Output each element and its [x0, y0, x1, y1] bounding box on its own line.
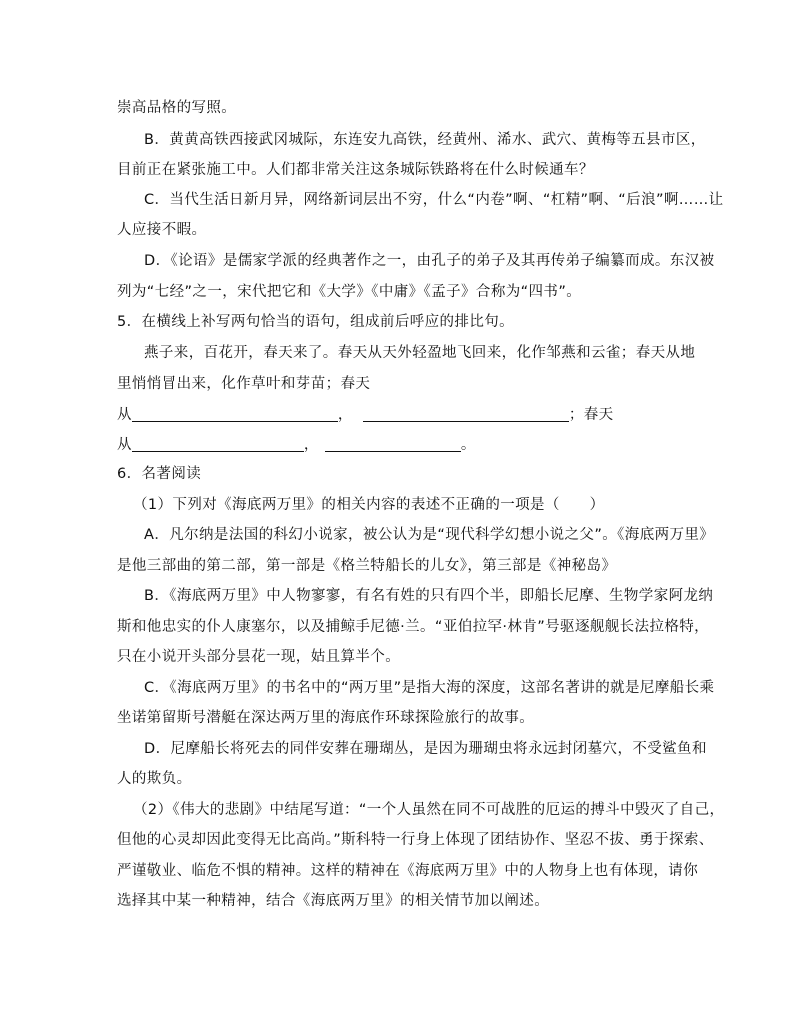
text-line: 目前正在紧张施工中。人们都非常关注这条城际铁路将在什么时候通车？ [117, 162, 594, 178]
text-line: 崇高品格的写照。 [117, 100, 237, 116]
text-fragment: 。 [460, 437, 476, 453]
text-fragment: 从 [117, 437, 132, 453]
answer-blank[interactable] [363, 405, 569, 422]
text-line: 选择其中某一种精神，结合《海底两万里》的相关情节加以阐述。 [117, 893, 550, 909]
passage-line: 燕子来，百花开，春天来了。春天从天外轻盈地飞回来，化作邹燕和云雀；春天从地 [144, 345, 696, 361]
option-c-line: C．《海底两万里》的书名中的“两万里”是指大海的深度，这部名著讲的就是尼摩船长乘 [144, 680, 715, 696]
question-5-title: 5．在横线上补写两句恰当的语句，组成前后呼应的排比句。 [117, 314, 515, 330]
text-fragment: ， [303, 437, 319, 453]
answer-blank[interactable] [132, 405, 338, 422]
option-c-line: C．当代生活日新月异，网络新词层出不穷，什么“内卷”啊、“杠精”啊、“后浪”啊……让 [144, 192, 724, 208]
text-line: 斯和他忠实的仆人康塞尔，以及捕鲸手尼德·兰。“亚伯拉罕·林肯”号驱逐舰舰长法拉格特， [117, 619, 710, 635]
text-fragment: 从 [117, 407, 132, 423]
text-line: 人的欺负。 [117, 771, 192, 787]
text-line: 严谨敬业、临危不惧的精神。这样的精神在《海底两万里》中的人物身上也有体现，请你 [117, 863, 699, 879]
text-line: 人应接不暇。 [117, 222, 207, 238]
question-6-title: 6．名著阅读 [117, 466, 202, 482]
answer-blank[interactable] [325, 435, 461, 452]
text-line: 只在小说开头部分昙花一现，姑且算半个。 [117, 649, 401, 665]
option-b-line: B．黄黄高铁西接武冈城际，东连安九高铁，经黄州、浠水、武穴、黄梅等五县市区， [144, 132, 706, 148]
text-line: 是他三部曲的第二部，第一部是《格兰特船长的儿女》，第三部是《神秘岛》 [117, 558, 617, 574]
option-d-line: D．《论语》是儒家学派的经典著作之一，由孔子的弟子及其再传弟子编纂而成。东汉被 [144, 253, 715, 269]
sub-question-2: （2）《伟大的悲剧》中结尾写道：“一个人虽然在同不可战胜的厄运的搏斗中毁灭了自己， [133, 802, 725, 818]
fill-blank-line-1 [117, 403, 697, 427]
answer-blank[interactable] [132, 435, 304, 452]
text-line: 列为“七经”之一，宋代把它和《大学》《中庸》《孟子》合称为“四书”。 [117, 284, 582, 300]
sub-question-1: （1）下列对《海底两万里》的相关内容的表述不正确的一项是（ ） [133, 497, 605, 513]
passage-line: 里悄悄冒出来，化作草叶和芽苗；春天 [117, 376, 371, 392]
text-line: 坐诺第留斯号潜艇在深达两万里的海底作环球探险旅行的故事。 [117, 710, 535, 726]
text-fragment: ， [337, 407, 353, 423]
text-fragment: ；春天 [568, 407, 614, 423]
option-d-line: D．尼摩船长将死去的同伴安葬在珊瑚丛，是因为珊瑚虫将永远封闭墓穴，不受鲨鱼和 [144, 741, 707, 757]
text-line: 但他的心灵却因此变得无比高尚。”斯科特一行身上体现了团结协作、坚忍不拔、勇于探索、 [117, 832, 714, 848]
fill-blank-line-2 [117, 433, 697, 457]
option-a-line: A．凡尔纳是法国的科幻小说家，被公认为是“现代科学幻想小说之父”。《海底两万里》 [144, 527, 715, 543]
option-b-line: B．《海底两万里》中人物寥寥，有名有姓的只有四个半，即船长尼摩、生物学家阿龙纳 [144, 588, 714, 604]
